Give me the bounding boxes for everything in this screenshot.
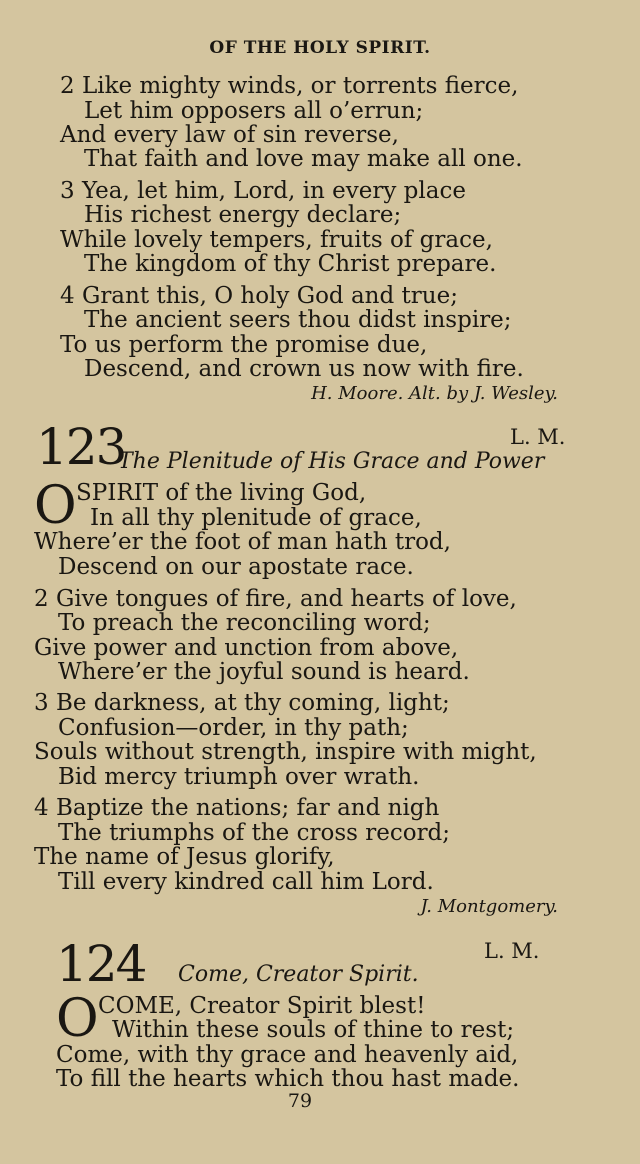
attribution: H. Moore. Alt. by J. Wesley. xyxy=(311,383,558,404)
verse-line: That faith and love may make all one. xyxy=(84,146,523,172)
verse-line: And every law of sin reverse, xyxy=(60,122,399,148)
verse-line: To preach the reconciling word; xyxy=(58,610,431,636)
verse-line: Come, with thy grace and heavenly aid, xyxy=(56,1042,519,1068)
verse-line: His richest energy declare; xyxy=(84,202,402,228)
verse-line: 4 Grant this, O holy God and true; xyxy=(60,283,458,309)
hymn-meter: L. M. xyxy=(484,939,540,963)
verse-line: The name of Jesus glorify, xyxy=(34,844,335,870)
verse-line: To us perform the promise due, xyxy=(60,332,428,358)
verse-line: Let him opposers all o’errun; xyxy=(84,98,424,124)
verse-line: Descend on our apostate race. xyxy=(58,554,414,580)
verse-line: Bid mercy triumph over wrath. xyxy=(58,764,420,790)
hymn-title: The Plenitude of His Grace and Power xyxy=(118,449,545,474)
hymn-title: Come, Creator Spirit. xyxy=(178,962,419,987)
verse-line: COME, Creator Spirit blest! xyxy=(98,993,426,1019)
verse-line: Souls without strength, inspire with might, xyxy=(34,739,537,765)
verse-line: Where’er the joyful sound is heard. xyxy=(58,659,470,685)
verse-line: 2 Give tongues of fire, and hearts of love, xyxy=(34,586,517,612)
hymn-number: 123 xyxy=(36,418,126,476)
verse-line: Confusion—order, in thy path; xyxy=(58,715,409,741)
hymn-meter: L. M. xyxy=(510,425,566,449)
verse-line: To fill the hearts which thou hast made. xyxy=(56,1066,520,1092)
drop-cap: O xyxy=(56,989,99,1049)
page-number: 79 xyxy=(287,1090,313,1112)
verse-line: Within these souls of thine to rest; xyxy=(112,1017,515,1043)
verse-line: The kingdom of thy Christ prepare. xyxy=(84,251,497,277)
verse-line: Descend, and crown us now with fire. xyxy=(84,356,524,382)
hymn-number: 124 xyxy=(56,935,146,993)
drop-cap: O xyxy=(34,476,77,536)
verse-line: Give power and unction from above, xyxy=(34,635,459,661)
verse-line: While lovely tempers, fruits of grace, xyxy=(60,227,493,253)
verse-line: 4 Baptize the nations; far and nigh xyxy=(34,795,440,821)
verse-line: The ancient seers thou didst inspire; xyxy=(84,307,512,333)
verse-line: 3 Be darkness, at thy coming, light; xyxy=(34,690,450,716)
verse-line: Till every kindred call him Lord. xyxy=(58,869,434,895)
verse-line: In all thy plenitude of grace, xyxy=(90,505,422,531)
running-head: OF THE HOLY SPIRIT. xyxy=(209,38,431,58)
verse-line: 2 Like mighty winds, or torrents fierce, xyxy=(60,73,519,99)
verse-line: The triumphs of the cross record; xyxy=(58,820,451,846)
verse-line: 3 Yea, let him, Lord, in every place xyxy=(60,178,466,204)
verse-line: Where’er the foot of man hath trod, xyxy=(34,529,451,555)
attribution: J. Montgomery. xyxy=(420,896,558,917)
verse-line: SPIRIT of the living God, xyxy=(76,480,367,506)
